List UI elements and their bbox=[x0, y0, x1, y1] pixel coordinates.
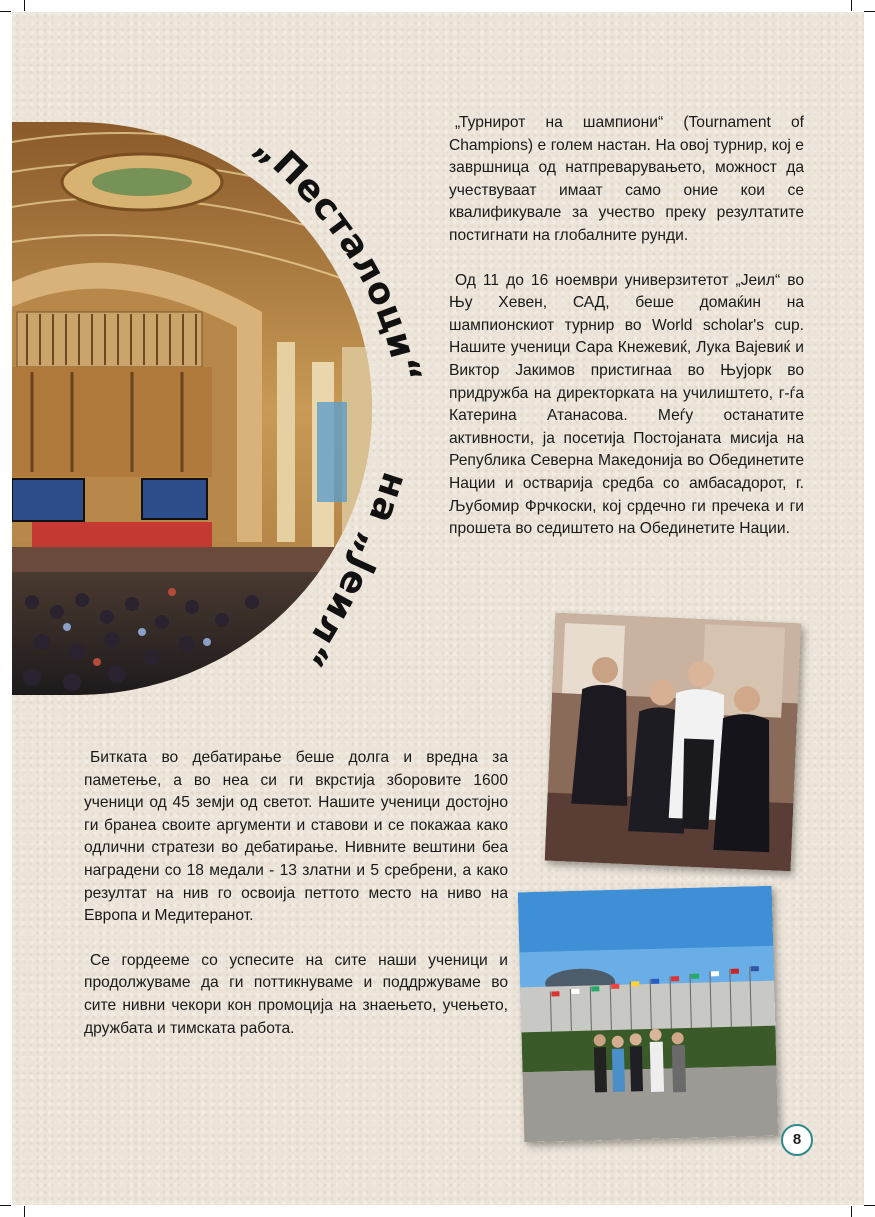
title-line-2: на „Јеил“ bbox=[289, 467, 416, 675]
paragraph-tournament-intro: „Турнирот на шампиони“ (Tournament of Champions) е голем настан. На овој турнир, кој е завршница од натпреварувањето, можност да учествуваат имаат само оние кои се квалификувале за учество преку резултатите постигнати на глобалните рунди. bbox=[449, 114, 804, 244]
paragraph-closing: Се гордееме со успесите на сите наши ученици и продолжуваме да ги поттикнуваме и поддржуваме во сите нивни чекори кон промоција на знаењето, учењето, дружбата и тимската работа. bbox=[84, 951, 508, 1037]
page-number: 8 bbox=[781, 1124, 813, 1156]
group-photo-un-flags bbox=[518, 886, 778, 1143]
title-line-1: „Песталоци“ bbox=[246, 125, 429, 387]
paragraph-debate: Битката во дебатирање беше долга и вредна за паметење, а во неа си ги вкрстија зборовите 1600 ученици од 45 земји од светот. Нашите ученици достојно ги бранеа своите аргументи и ставови и се покажаа како одлични стратези во дебатирање. Нивните вештини беа наградени со 18 медали - 13 златни и 5 сребрени, а како резултат на нив го освоија петтото место на ниво на Европа и Медитеранот. bbox=[84, 749, 508, 925]
svg-text:„Песталоци“ bbox=[246, 126, 428, 387]
group-photo-indoor bbox=[545, 613, 802, 871]
left-text-column bbox=[84, 747, 508, 1040]
svg-text:на „Јеил“ bbox=[289, 467, 415, 674]
paragraph-yale-visit: Од 11 до 16 ноември универзитетот „Јеил“ во Њу Хевен, САД, беше домаќин на шампионскиот турнир во World scholar's cup. Нашите ученици Сара Кнежевиќ, Лука Вајевиќ и Виктор Јакимов пристигнаа во Њујорк во придружба на директорката на училиштето, г-ѓа Катерина Атанасова. Меѓу останатите активности, ја посетија Постојаната мисија на Република Северна Македонија во Обединетите Нации и оствариjа средба со амбасадорот, г. Љубомир Фрчкоски, кој срдечно ги пречека и ги прошета во седиштето на Обединетите Нации. bbox=[449, 271, 804, 538]
right-text-column bbox=[449, 112, 804, 541]
